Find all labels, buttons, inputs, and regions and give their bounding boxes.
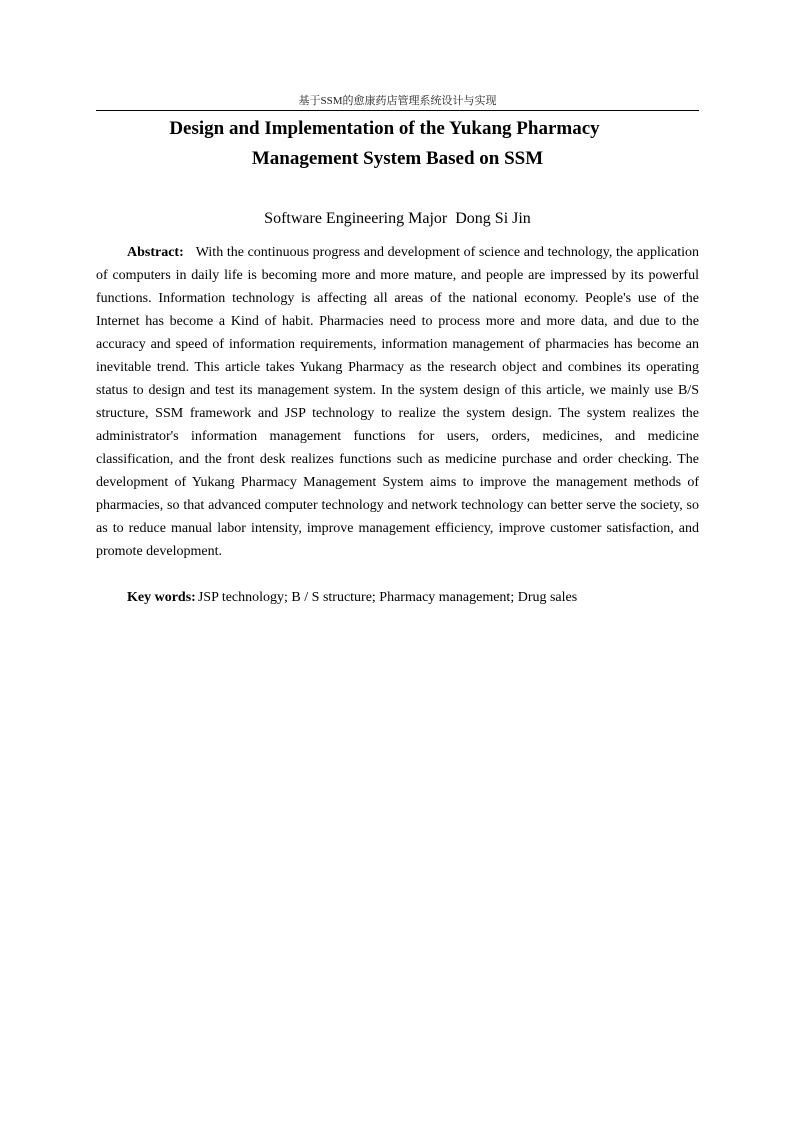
running-header: 基于SSM的愈康药店管理系统设计与实现 <box>298 95 497 107</box>
header-divider <box>96 110 699 111</box>
paper-title <box>96 114 699 174</box>
author-name: Dong Si Jin <box>455 210 531 227</box>
paper-title-line-1: Design and Implementation of the Yukang Pharmacy <box>169 118 600 139</box>
keywords-text: JSP technology; B / S structure; Pharmacy management; Drug sales <box>197 590 578 605</box>
paper-title-line-2: Management System Based on SSM <box>251 148 544 169</box>
abstract-text: With the continuous progress and development of science and technology, the application of computers in daily life is becoming more and more mature, and people are impressed by its powerful functions. Information technology is affecting all areas of the national economy. People's use of the Internet has become a Kind of habit. Pharmacies need to process more and more data, and due to the accuracy and speed of information requirements, information management of pharmacies has become an inevitable trend. This article takes Yukang Pharmacy as the research object and combines its operating status to design and test its management system. In the system design of this article, we mainly use B/S structure, SSM framework and JSP technology to realize the system design. The system realizes the administrator's information management functions for users, orders, medicines, and medicine classification, and the front desk realizes functions such as medicine purchase and order checking. The development of Yukang Pharmacy Management System aims to improve the management methods of pharmacies, so that advanced computer technology and network technology can better serve the society, so as to reduce manual labor intensity, improve management efficiency, improve customer satisfaction, and promote development. <box>96 245 699 559</box>
author-byline <box>96 208 699 230</box>
keywords-label: Key words: <box>127 590 196 605</box>
abstract-label: Abstract: <box>127 245 184 260</box>
author-major: Software Engineering Major <box>264 210 448 227</box>
keywords-line <box>96 586 699 609</box>
abstract-paragraph <box>96 241 699 563</box>
